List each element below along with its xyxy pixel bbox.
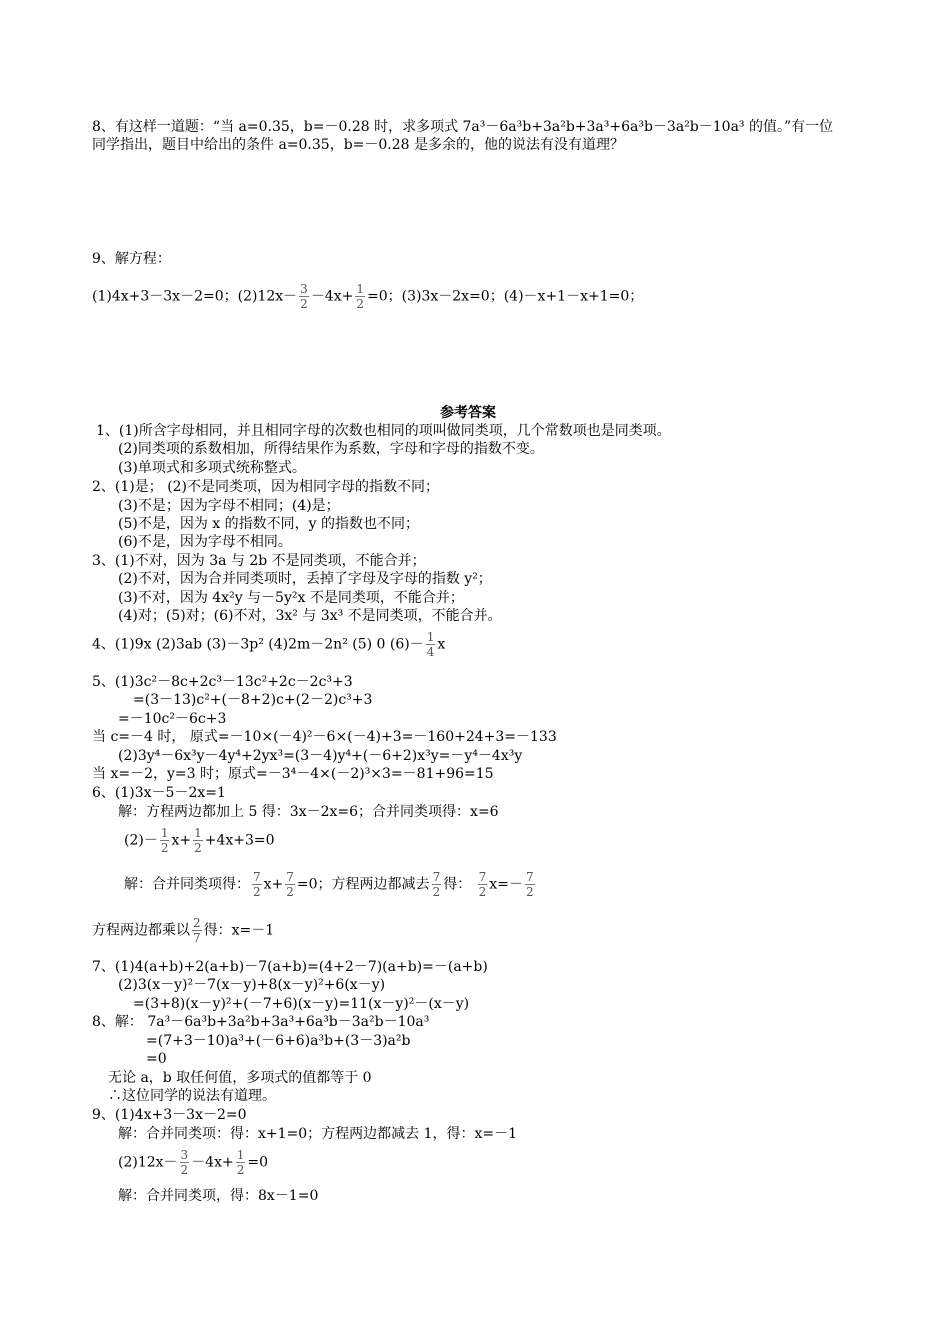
a6-l4-frac5: $\frac{7}{2}$: [525, 870, 534, 899]
a6-line4: 解：合并同类项得： $\frac{7}{2}$ x+ $\frac{7}{2}$ =0；方程两边都减去 $\frac{7}{2}$ 得： $\frac{7}{2}$ x=－ $\frac{7}{2}$: [124, 870, 534, 899]
a6-l5-frac: $\frac{2}{7}$: [193, 916, 201, 945]
a9-line4: 解：合并同类项，得：8x－1=0: [118, 1188, 319, 1204]
q9-fraction-2: $\frac{1}{2}$: [356, 282, 364, 311]
a1-line3: (3)单项式和多项式统称整式。: [118, 460, 306, 476]
a4-line: 4、(1)9x (2)3ab (3)－3p² (4)2m－2n² (5) 0 (6)－ $\frac{1}{4}$ x: [92, 630, 446, 659]
a5-line4: 当 c=－4 时， 原式=－10×(－4)²－6×(－4)+3=－160+24+3=－133: [92, 729, 557, 745]
a6-l4-frac3: $\frac{7}{2}$: [432, 870, 441, 899]
a5-line6: 当 x=－2，y=3 时；原式=－3⁴－4×(－2)³×3=－81+96=15: [92, 766, 494, 782]
a6-line1: 6、(1)3x－5－2x=1: [92, 785, 226, 801]
a3-line2: (2)不对，因为合并同类项时，丢掉了字母及字母的指数 y²；: [118, 571, 492, 587]
a9-l3-frac1: $\frac{3}{2}$: [180, 1148, 189, 1177]
a3-line4: (4)对；(5)对；(6)不对，3x² 与 3x³ 不是同类项，不能合并。: [118, 608, 502, 624]
q9-equations: [92, 282, 643, 311]
q9-fraction-1: $\frac{3}{2}$: [300, 282, 308, 311]
a6-l3-frac2: $\frac{1}{2}$: [194, 826, 202, 855]
a6-l4-frac2: $\frac{7}{2}$: [286, 870, 294, 899]
q9-part3: =0；(3)3x－2x=0；(4)－x+1－x+1=0；: [367, 288, 644, 305]
a9-line3: (2)12x－ $\frac{3}{2}$ －4x+ $\frac{1}{2}$ =0: [118, 1148, 269, 1177]
q9-title: 9、解方程：: [92, 251, 171, 267]
a9-l3-frac2: $\frac{1}{2}$: [236, 1148, 245, 1177]
a5-line5: (2)3y⁴－6x³y－4y⁴+2yx³=(3－4)y⁴+(－6+2)x³y=－y⁴－4x³y: [118, 748, 523, 764]
a7-line1: 7、(1)4(a+b)+2(a+b)－7(a+b)=(4+2－7)(a+b)=－(a+b): [92, 959, 488, 975]
a2-line4: (6)不是，因为字母不相同。: [118, 534, 292, 550]
a8-line3: =0: [146, 1051, 167, 1067]
a7-line2: (2)3(x－y)²－7(x－y)+8(x－y)²+6(x－y): [118, 977, 386, 993]
a2-line1: 2、(1)是； (2)不是同类项，因为相同字母的指数不同；: [92, 479, 440, 495]
a3-line1: 3、(1)不对，因为 3a 与 2b 不是同类项，不能合并；: [92, 553, 426, 569]
a6-l4-frac1: $\frac{7}{2}$: [253, 870, 261, 899]
a6-line3: (2)－ $\frac{1}{2}$ x+ $\frac{1}{2}$ +4x+3=0: [124, 826, 275, 855]
a1-line2: (2)同类项的系数相加，所得结果作为系数，字母和字母的指数不变。: [118, 441, 544, 457]
a6-line2: 解：方程两边都加上 5 得：3x－2x=6；合并同类项得：x=6: [118, 804, 499, 820]
a8-line4: 无论 a，b 取任何值，多项式的值都等于 0: [108, 1070, 372, 1086]
answers-title: 参考答案: [440, 405, 496, 421]
a3-line3: (3)不对，因为 4x²y 与－5y²x 不是同类项，不能合并；: [118, 590, 464, 606]
a9-line1: 9、(1)4x+3－3x－2=0: [92, 1107, 247, 1123]
a8-line1: 8、解： 7a³－6a³b+3a²b+3a³+6a³b－3a²b－10a³: [92, 1014, 430, 1030]
a7-line3: =(3+8)(x－y)²+(－7+6)(x－y)=11(x－y)²－(x－y): [133, 996, 470, 1012]
q9-part1: (1)4x+3－3x－2=0；(2)12x－: [92, 288, 298, 305]
a5-line1: 5、(1)3c²－8c+2c³－13c²+2c－2c³+3: [92, 674, 353, 690]
a5-line3: =－10c²－6c+3: [118, 711, 227, 727]
a6-l3-frac1: $\frac{1}{2}$: [160, 826, 169, 855]
q9-part2: －4x+: [310, 288, 354, 305]
a2-line3: (5)不是，因为 x 的指数不同，y 的指数也不同；: [118, 516, 419, 532]
a2-line2: (3)不是；因为字母不相同；(4)是；: [118, 498, 340, 514]
a1-line1: 1、(1)所含字母相同，并且相同字母的次数也相同的项叫做同类项，几个常数项也是同类项。: [96, 423, 671, 439]
a5-line2: =(3－13)c²+(－8+2)c+(2－2)c³+3: [133, 692, 373, 708]
a6-l4-frac4: $\frac{7}{2}$: [478, 870, 487, 899]
q8-line1: 8、有这样一道题：“当 a=0.35，b=－0.28 时，求多项式 7a³－6a³b+3a²b+3a³+6a³b－3a²b－10a³ 的值。”有一位: [92, 119, 834, 135]
a4-fraction: $\frac{1}{4}$: [426, 630, 435, 659]
a9-line2: 解：合并同类项：得：x+1=0；方程两边都减去 1，得：x=－1: [118, 1126, 518, 1142]
a8-line2: =(7+3－10)a³+(－6+6)a³b+(3－3)a²b: [146, 1033, 411, 1049]
q8-line2: 同学指出，题目中给出的条件 a=0.35，b=－0.28 是多余的，他的说法有没有道理？: [92, 137, 625, 153]
a8-line5: ∴这位同学的说法有道理。: [108, 1088, 276, 1104]
a6-line5: 方程两边都乘以 $\frac{2}{7}$ 得：x=－1: [92, 916, 275, 945]
